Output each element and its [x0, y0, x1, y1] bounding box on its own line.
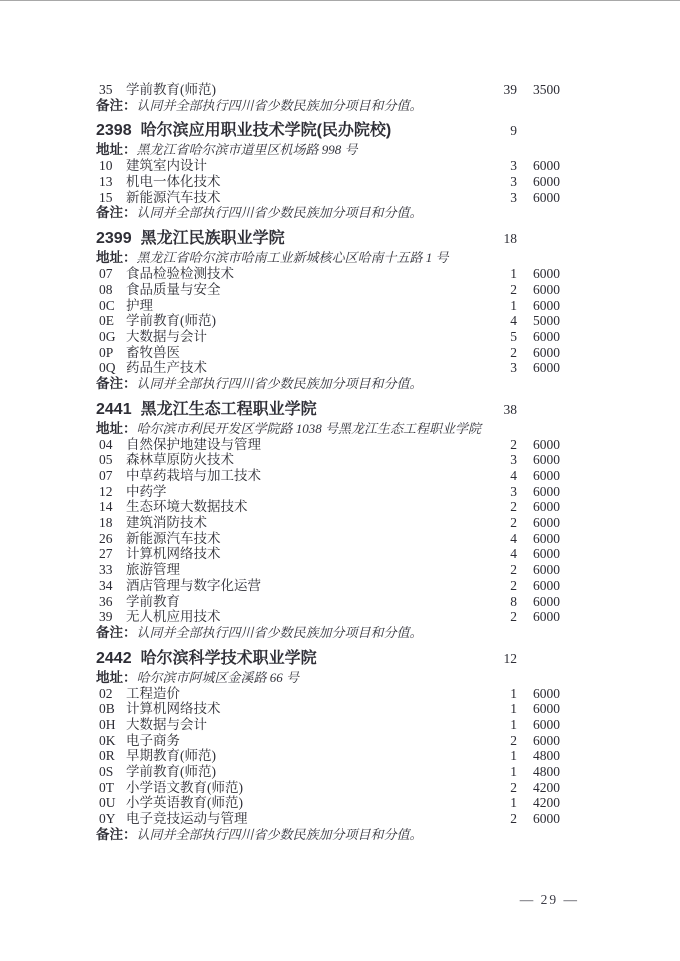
note-label: 备注：	[96, 624, 137, 640]
major-name: 学前教育(师范)	[126, 764, 216, 779]
note-line	[96, 827, 560, 843]
major-name: 药品生产技术	[126, 360, 207, 376]
major-row	[96, 329, 560, 345]
major-count: 39	[503, 82, 517, 97]
major-count: 3	[510, 158, 517, 174]
major-code: 0S	[99, 764, 114, 779]
major-code: 33	[99, 562, 113, 578]
major-row	[96, 313, 560, 329]
note-label: 备注：	[96, 205, 137, 221]
major-name: 食品检验检测技术	[126, 266, 234, 282]
major-fee: 6000	[533, 515, 560, 531]
major-name: 自然保护地建设与管理	[126, 436, 261, 452]
major-row	[96, 82, 560, 98]
major-rows	[96, 437, 560, 625]
major-row	[96, 701, 560, 717]
major-name: 中草药栽培与加工技术	[126, 468, 261, 483]
major-name: 生态环境大数据技术	[126, 499, 248, 515]
page-number: — 29 —	[519, 892, 579, 907]
major-count: 2	[510, 344, 517, 360]
major-name: 电子竞技运动与管理	[126, 811, 248, 827]
major-count: 2	[510, 811, 517, 827]
major-count: 3	[510, 452, 517, 468]
major-count: 2	[510, 562, 517, 578]
major-fee: 6000	[533, 499, 560, 515]
major-fee: 4200	[533, 795, 560, 811]
major-count: 3	[510, 189, 517, 205]
institution-name: 哈尔滨科学技术职业学院	[140, 649, 317, 667]
institution-code: 2442	[96, 649, 132, 667]
major-count: 1	[510, 685, 517, 701]
major-count: 2	[510, 609, 517, 625]
institution-section	[96, 228, 560, 392]
major-row	[96, 190, 560, 206]
address-text: 哈尔滨市阿城区金溪路 66 号	[136, 669, 300, 685]
institution-heading	[96, 228, 560, 249]
major-name: 学前教育(师范)	[126, 313, 216, 329]
major-name: 小学英语教育(师范)	[126, 795, 243, 811]
major-name: 计算机网络技术	[126, 701, 221, 717]
major-code: 04	[99, 436, 113, 452]
institution-name: 哈尔滨应用职业技术学院(民办院校)	[140, 122, 392, 140]
major-name: 建筑室内设计	[126, 158, 207, 174]
major-fee: 6000	[533, 158, 560, 174]
note-text: 认同并全部执行四川省少数民族加分项目和分值。	[136, 97, 423, 113]
major-fee: 6000	[533, 716, 560, 732]
major-fee: 6000	[533, 328, 560, 344]
major-name: 无人机应用技术	[126, 609, 221, 625]
major-count: 1	[510, 701, 517, 717]
major-fee: 6000	[533, 483, 560, 499]
major-fee: 6000	[533, 281, 560, 297]
institution-code: 2398	[96, 122, 132, 140]
major-count: 4	[510, 468, 517, 483]
major-fee: 6000	[533, 811, 560, 827]
major-row	[96, 515, 560, 531]
institution-title	[96, 648, 471, 669]
major-fee: 6000	[533, 593, 560, 609]
major-code: 05	[99, 452, 113, 468]
major-count: 3	[510, 174, 517, 190]
major-rows	[96, 686, 560, 827]
note-text: 认同并全部执行四川省少数民族加分项目和分值。	[136, 826, 423, 842]
major-row	[96, 594, 560, 610]
note-line	[96, 98, 560, 114]
major-name: 电子商务	[126, 732, 180, 748]
major-count: 2	[510, 577, 517, 593]
major-code: 26	[99, 530, 113, 546]
major-fee: 6000	[533, 174, 560, 190]
address-label: 地址：	[96, 669, 137, 685]
major-count: 2	[510, 779, 517, 795]
major-fee: 4200	[533, 779, 560, 795]
major-row	[96, 811, 560, 827]
major-code: 0Q	[99, 360, 116, 376]
major-code: 36	[99, 593, 113, 609]
institution-section	[96, 399, 560, 641]
major-fee: 6000	[533, 562, 560, 578]
address-line	[96, 420, 560, 437]
major-count: 4	[510, 313, 517, 329]
major-fee: 6000	[533, 577, 560, 593]
note-text: 认同并全部执行四川省少数民族加分项目和分值。	[136, 375, 423, 391]
major-code: 13	[99, 174, 113, 190]
institution-title	[96, 120, 471, 141]
major-code: 0R	[99, 748, 115, 764]
major-code: 0B	[99, 701, 115, 717]
note-line	[96, 376, 560, 392]
institution-total-count: 12	[503, 650, 517, 666]
institution-total-count: 18	[503, 231, 517, 247]
institution-total-count: 38	[503, 401, 517, 417]
note-text: 认同并全部执行四川省少数民族加分项目和分值。	[136, 624, 423, 640]
major-count: 4	[510, 546, 517, 562]
major-fee: 6000	[533, 546, 560, 562]
major-code: 0Y	[99, 811, 116, 827]
major-count: 3	[510, 483, 517, 499]
major-fee: 6000	[533, 685, 560, 701]
major-name: 大数据与会计	[126, 328, 207, 344]
major-count: 2	[510, 499, 517, 515]
major-count: 1	[510, 795, 517, 811]
major-fee: 6000	[533, 189, 560, 205]
major-name: 新能源汽车技术	[126, 189, 221, 205]
major-code: 12	[99, 483, 113, 499]
major-fee: 6000	[533, 701, 560, 717]
major-fee: 4800	[533, 748, 560, 764]
note-line	[96, 625, 560, 641]
major-name: 早期教育(师范)	[126, 748, 216, 764]
institution-title	[96, 228, 471, 249]
major-row	[96, 733, 560, 749]
major-name: 旅游管理	[126, 562, 180, 578]
major-row	[96, 452, 560, 468]
major-count: 8	[510, 593, 517, 609]
major-count: 4	[510, 530, 517, 546]
major-count: 2	[510, 732, 517, 748]
major-row	[96, 158, 560, 174]
major-row	[96, 795, 560, 811]
major-name: 学前教育(师范)	[126, 82, 216, 97]
content-area	[96, 82, 560, 847]
major-row	[96, 717, 560, 733]
major-row	[96, 282, 560, 298]
major-name: 小学语文教育(师范)	[126, 779, 243, 795]
major-code: 14	[99, 499, 113, 515]
major-count: 3	[510, 360, 517, 376]
major-fee: 6000	[533, 436, 560, 452]
major-fee: 3500	[533, 82, 560, 97]
major-count: 2	[510, 281, 517, 297]
address-label: 地址：	[96, 250, 137, 266]
institution-name: 黑龙江民族职业学院	[140, 230, 285, 248]
major-name: 大数据与会计	[126, 716, 207, 732]
note-label: 备注：	[96, 826, 137, 842]
major-row	[96, 499, 560, 515]
major-row	[96, 360, 560, 376]
major-count: 1	[510, 764, 517, 779]
major-row	[96, 266, 560, 282]
major-rows	[96, 158, 560, 205]
major-name: 食品质量与安全	[126, 281, 221, 297]
major-row	[96, 764, 560, 780]
note-text: 认同并全部执行四川省少数民族加分项目和分值。	[136, 205, 423, 221]
major-row	[96, 484, 560, 500]
major-code: 0G	[99, 328, 116, 344]
institution-section	[96, 82, 560, 113]
institution-total-count: 9	[510, 123, 517, 139]
major-fee: 6000	[533, 297, 560, 313]
major-count: 1	[510, 266, 517, 282]
major-rows	[96, 266, 560, 376]
institution-name: 黑龙江生态工程职业学院	[140, 400, 317, 418]
major-row	[96, 174, 560, 190]
address-text: 哈尔滨市利民开发区学院路 1038 号黑龙江生态工程职业学院	[136, 420, 482, 436]
major-fee: 6000	[533, 452, 560, 468]
major-count: 1	[510, 297, 517, 313]
major-code: 0H	[99, 716, 116, 732]
note-line	[96, 205, 560, 221]
major-row	[96, 748, 560, 764]
address-line	[96, 141, 560, 158]
major-row	[96, 437, 560, 453]
institution-code: 2399	[96, 230, 132, 248]
address-label: 地址：	[96, 142, 137, 158]
major-name: 工程造价	[126, 685, 180, 701]
major-row	[96, 686, 560, 702]
major-code: 0C	[99, 297, 115, 313]
major-fee: 6000	[533, 609, 560, 625]
major-code: 18	[99, 515, 113, 531]
note-label: 备注：	[96, 97, 137, 113]
major-code: 34	[99, 577, 113, 593]
major-fee: 6000	[533, 266, 560, 282]
major-count: 2	[510, 515, 517, 531]
major-name: 畜牧兽医	[126, 344, 180, 360]
major-name: 学前教育	[126, 593, 180, 609]
major-code: 35	[99, 82, 113, 97]
major-name: 护理	[126, 297, 153, 313]
major-row	[96, 298, 560, 314]
major-fee: 6000	[533, 468, 560, 483]
major-code: 0E	[99, 313, 114, 329]
major-row	[96, 578, 560, 594]
major-fee: 6000	[533, 732, 560, 748]
major-code: 10	[99, 158, 113, 174]
page-top-edge-line	[0, 0, 680, 1]
major-fee: 6000	[533, 360, 560, 376]
major-code: 15	[99, 189, 113, 205]
major-code: 0U	[99, 795, 116, 811]
major-row	[96, 345, 560, 361]
major-name: 计算机网络技术	[126, 546, 221, 562]
major-row	[96, 780, 560, 796]
major-name: 森林草原防火技术	[126, 452, 234, 468]
major-code: 39	[99, 609, 113, 625]
major-code: 07	[99, 266, 113, 282]
major-rows	[96, 82, 560, 98]
address-text: 黑龙江省哈尔滨市哈南工业新城核心区哈南十五路 1 号	[136, 250, 449, 266]
major-row	[96, 468, 560, 484]
major-fee: 5000	[533, 313, 560, 329]
major-count: 2	[510, 436, 517, 452]
major-name: 酒店管理与数字化运营	[126, 577, 261, 593]
major-fee: 6000	[533, 344, 560, 360]
major-name: 中药学	[126, 483, 167, 499]
major-code: 27	[99, 546, 113, 562]
major-name: 建筑消防技术	[126, 515, 207, 531]
institution-heading	[96, 120, 560, 141]
institution-code: 2441	[96, 400, 132, 418]
major-fee: 6000	[533, 530, 560, 546]
major-row	[96, 609, 560, 625]
major-count: 5	[510, 328, 517, 344]
major-count: 1	[510, 716, 517, 732]
address-label: 地址：	[96, 420, 137, 436]
institution-section	[96, 120, 560, 221]
major-code: 07	[99, 468, 113, 483]
institution-heading	[96, 399, 560, 420]
major-name: 机电一体化技术	[126, 174, 221, 190]
major-code: 08	[99, 281, 113, 297]
major-code: 02	[99, 685, 113, 701]
major-code: 0K	[99, 732, 116, 748]
major-row	[96, 546, 560, 562]
major-name: 新能源汽车技术	[126, 530, 221, 546]
address-text: 黑龙江省哈尔滨市道里区机场路 998 号	[136, 142, 358, 158]
address-line	[96, 669, 560, 686]
note-label: 备注：	[96, 375, 137, 391]
address-line	[96, 249, 560, 266]
major-code: 0T	[99, 779, 114, 795]
institution-heading	[96, 648, 560, 669]
institution-title	[96, 399, 471, 420]
major-code: 0P	[99, 344, 114, 360]
major-row	[96, 562, 560, 578]
major-row	[96, 531, 560, 547]
institution-section	[96, 648, 560, 843]
major-fee: 4800	[533, 764, 560, 779]
major-count: 1	[510, 748, 517, 764]
